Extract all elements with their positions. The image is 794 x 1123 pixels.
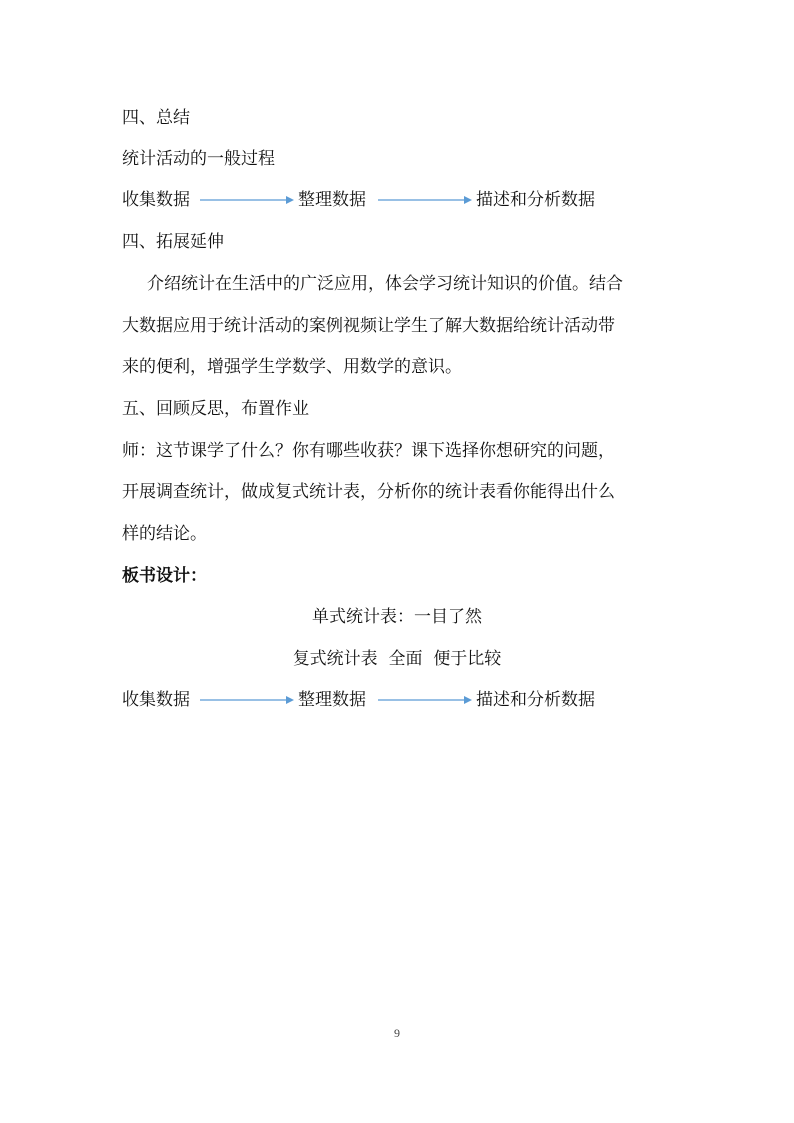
flow-step-collect: 收集数据 [122, 190, 190, 210]
arrow-right-icon [378, 193, 472, 207]
extension-paragraph-line: 来的便利，增强学生学数学、用数学的意识。 [122, 357, 462, 377]
process-flow [122, 189, 642, 211]
board-line-single-table: 单式统计表：一目了然 [312, 607, 482, 627]
review-paragraph-line: 开展调查统计，做成复式统计表，分析你的统计表看你能得出什么 [122, 482, 615, 502]
flow-step-describe-analyze: 描述和分析数据 [476, 690, 595, 710]
arrow-right-icon [200, 693, 294, 707]
flow-step-organize: 整理数据 [298, 690, 366, 710]
extension-paragraph-line: 介绍统计在生活中的广泛应用，体会学习统计知识的价值。结合 [147, 274, 623, 294]
board-design-heading: 板书设计： [122, 566, 207, 586]
review-heading: 五、回顾反思，布置作业 [122, 399, 309, 419]
flow-step-describe-analyze: 描述和分析数据 [476, 190, 595, 210]
summary-heading: 四、总结 [122, 108, 190, 128]
board-line-compound-table: 复式统计表 全面 便于比较 [292, 649, 502, 669]
flow-step-organize: 整理数据 [298, 190, 366, 210]
flow-step-collect: 收集数据 [122, 690, 190, 710]
arrow-right-icon [200, 193, 294, 207]
page-number: 9 [394, 1026, 400, 1040]
extension-paragraph-line: 大数据应用于统计活动的案例视频让学生了解大数据给统计活动带 [122, 316, 615, 336]
summary-subtitle: 统计活动的一般过程 [122, 149, 275, 169]
extension-heading: 四、拓展延伸 [122, 232, 224, 252]
arrow-right-icon [378, 693, 472, 707]
review-paragraph-line: 师：这节课学了什么？你有哪些收获？课下选择你想研究的问题， [122, 441, 615, 461]
review-paragraph-line: 样的结论。 [122, 524, 207, 544]
board-process-flow [122, 689, 642, 711]
